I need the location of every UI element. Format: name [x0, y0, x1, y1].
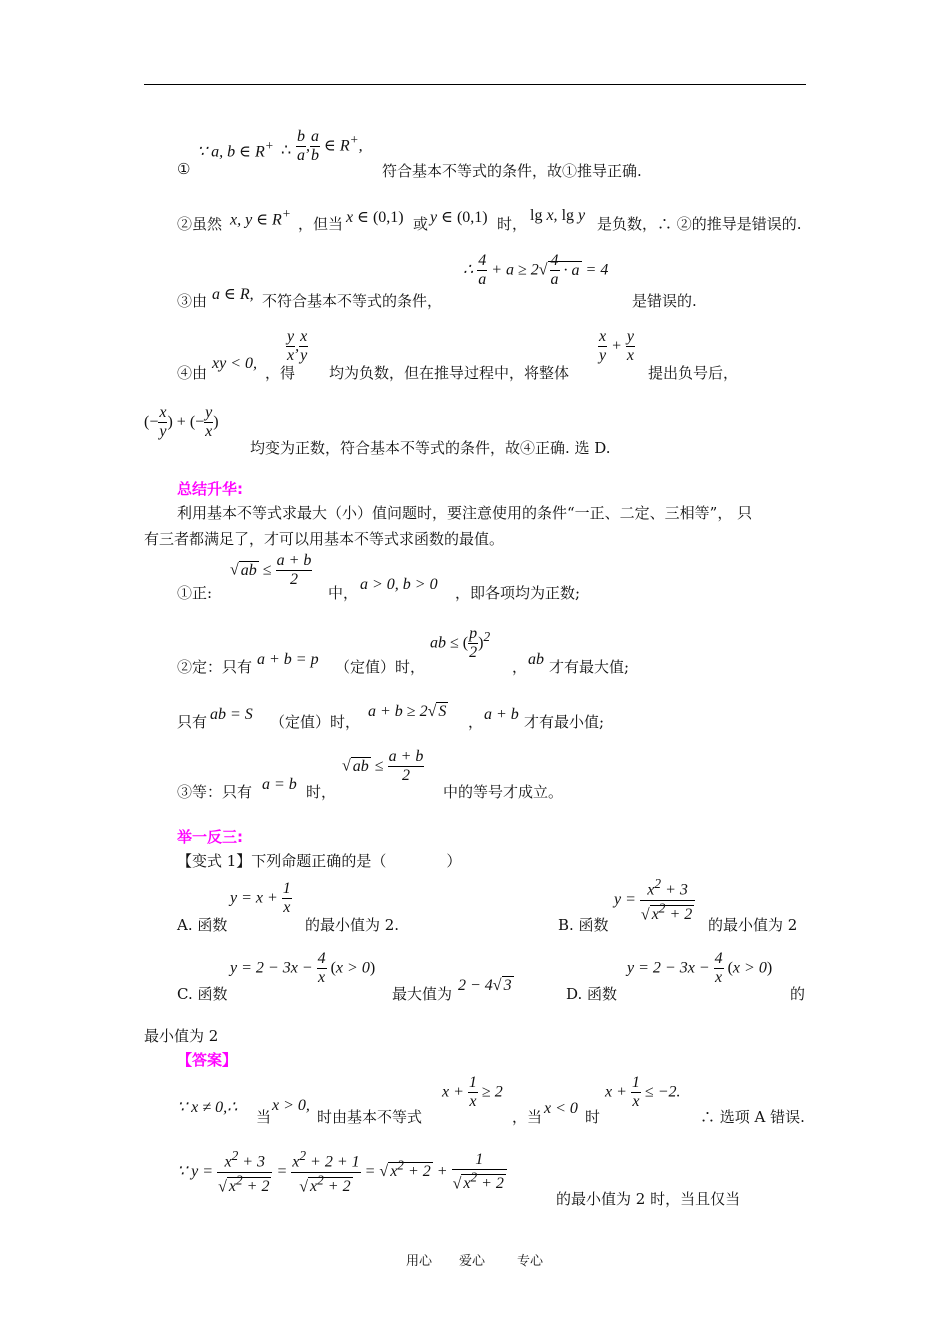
formula-2c: y ∈ (0,1) — [430, 209, 488, 226]
formula-3a: a ∈ R, — [212, 286, 254, 303]
optA-tail: 的最小值为 2. — [305, 916, 400, 934]
optD-cont: 最小值为 2 — [144, 1027, 219, 1045]
ding2-comma: ， — [468, 713, 484, 731]
s2-mid3: 时， — [497, 215, 528, 233]
formula-zheng-b: a > 0, b > 0 — [360, 576, 438, 593]
circle-1: ① — [177, 160, 191, 178]
formula-zheng-a: √ ab ≤ $\frac{a + b}{2}$ — [230, 552, 312, 589]
footer-a: 用心 — [406, 1254, 433, 1269]
formula-ans-f: ∵ y = $\frac{x^2 + 3}{√ x^2 + 2}$ = $\frac{x^2 + 2 + 1}{√ x^2 + 2}$ = √ $x^2 + 2$ + $\frac{1}{√ x^2 + 2}$ — [177, 1148, 507, 1196]
formula-optC: y = 2 − 3x − $\frac{4}{x}$ (x > 0) — [230, 950, 376, 987]
s2-mid2: 或 — [413, 215, 429, 233]
formula-ding2-b: a + b ≥ 2√ S — [368, 703, 447, 720]
ding2-mid: （定值）时， — [270, 713, 361, 731]
ans-l1-b: 时由基本不等式 — [317, 1108, 423, 1126]
optD-tail: 的 — [790, 985, 806, 1003]
formula-4c: $\frac{x}{y}$ + $\frac{y}{x}$ — [599, 328, 635, 365]
zheng-tail: ，即各项均为正数; — [455, 584, 581, 602]
formula-2d: lg x, lg y — [530, 207, 586, 224]
ans-l2-tail: 的最小值为 2 时，当且仅当 — [556, 1190, 741, 1208]
formula-ans-e: x + $\frac{1}{x}$ ≤ −2. — [605, 1074, 681, 1111]
s4-mid1: ，得 — [265, 364, 296, 382]
formula-optA: y = x + $\frac{1}{x}$ — [230, 880, 291, 917]
ding-comma: ， — [512, 658, 528, 676]
s4-lead: ④由 — [177, 364, 208, 382]
formula-ding2-c: a + b — [484, 706, 519, 723]
optC-lead: C. 函数 — [177, 985, 228, 1003]
formula-1a: ∵ a, b ∈ R+ — [197, 138, 274, 161]
ding-lead: ②定：只有 — [177, 658, 253, 676]
s4-mid2: 均为负数，但在推导过程中，将整体 — [329, 364, 570, 382]
summary-heading: 总结升华: — [177, 480, 243, 498]
formula-deng-a: a = b — [262, 776, 297, 793]
footer-b: 爱心 — [459, 1254, 486, 1269]
formula-4b: $\frac{y}{x}$ , $\frac{x}{y}$ — [287, 328, 308, 365]
variant-heading: 举一反三: — [177, 828, 243, 846]
formula-ans-b: x > 0, — [272, 1097, 310, 1114]
s2-lead: ②虽然 — [177, 215, 223, 233]
deng-tail: 中的等号才成立。 — [443, 783, 564, 801]
answer-heading: 【答案】 — [177, 1051, 238, 1069]
formula-4a: xy < 0, — [212, 355, 257, 372]
summary-line2: 有三者都满足了，才可以用基本不等式求函数的最值。 — [144, 530, 505, 548]
s2-mid1: ，但当 — [298, 215, 344, 233]
formula-4d: (− $\frac{x}{y}$ ) + (− $\frac{y}{x}$ ) — [144, 404, 219, 441]
s4-tail: 提出负号后， — [648, 364, 739, 382]
ding2-tail: 才有最小值; — [524, 713, 605, 731]
optB-tail: 的最小值为 2 — [708, 916, 798, 934]
header-rule — [144, 84, 806, 85]
formula-ans-a: ∵ x ≠ 0,∴ — [177, 1099, 238, 1116]
therefore-1: ∴ — [281, 142, 292, 159]
s2-tail: 是负数，∴ ②的推导是错误的. — [597, 215, 802, 233]
optD-lead: D. 函数 — [566, 985, 618, 1003]
formula-optB: y = $\frac{x^2 + 3}{√ x^2 + 2}$ — [614, 876, 695, 924]
optA-lead: A. 函数 — [177, 916, 228, 934]
deng-mid: 时， — [306, 783, 337, 801]
formula-ans-c: x + $\frac{1}{x}$ ≥ 2 — [442, 1074, 503, 1111]
variant-title: 【变式 1】下列命题正确的是（ ） — [177, 852, 462, 870]
optB-lead: B. 函数 — [558, 916, 609, 934]
footer-c: 专心 — [517, 1254, 544, 1269]
formula-1b: $\frac{b}{a}$ , $\frac{a}{b}$ ∈ R+, — [297, 128, 363, 165]
ans-l1-c: ，当 — [512, 1108, 543, 1126]
s4-cont: 均变为正数，符合基本不等式的条件，故④正确. 选 D. — [250, 439, 611, 457]
s1-text: 符合基本不等式的条件，故①推导正确. — [382, 162, 642, 180]
formula-ding2-a: ab = S — [210, 706, 253, 723]
ding-tail: 才有最大值; — [549, 658, 630, 676]
formula-optD: y = 2 − 3x − $\frac{4}{x}$ (x > 0) — [627, 950, 773, 987]
formula-2a: x, y ∈ R+ — [230, 206, 291, 229]
formula-ans-d: x < 0 — [544, 1100, 578, 1117]
s3-mid: 不符合基本不等式的条件， — [262, 292, 443, 310]
formula-optC-b: 2 − 4√ 3 — [458, 977, 512, 994]
formula-3b: ∴ $\frac{4}{a}$ + a ≥ 2√ $\frac{4}{a}$ · a = 4 — [463, 252, 609, 289]
formula-ding-a: a + b = p — [257, 651, 319, 668]
s3-tail: 是错误的. — [632, 292, 697, 310]
zheng-lead: ①正: — [177, 584, 213, 602]
formula-deng-b: √ ab ≤ $\frac{a + b}{2}$ — [342, 748, 424, 785]
ding2-lead: 只有 — [177, 713, 208, 731]
summary-line1: 利用基本不等式求最大（小）值问题时，要注意使用的条件“一正、二定、三相等”， 只 — [177, 504, 753, 522]
s3-lead: ③由 — [177, 292, 208, 310]
deng-lead: ③等：只有 — [177, 783, 253, 801]
ans-l1-e: ∴ 选项 A 错误. — [700, 1108, 805, 1126]
formula-2b: x ∈ (0,1) — [346, 209, 404, 226]
optC-tail: 最大值为 — [392, 985, 453, 1003]
zheng-mid: 中， — [328, 584, 359, 602]
ans-l1-d: 时 — [585, 1108, 601, 1126]
formula-ding-b: ab ≤ ( $\frac{p}{2}$ )$^2$ — [430, 625, 491, 662]
ding-mid: （定值）时， — [335, 658, 426, 676]
ans-l1-a: 当 — [256, 1108, 272, 1126]
formula-ding-c: ab — [528, 651, 544, 668]
